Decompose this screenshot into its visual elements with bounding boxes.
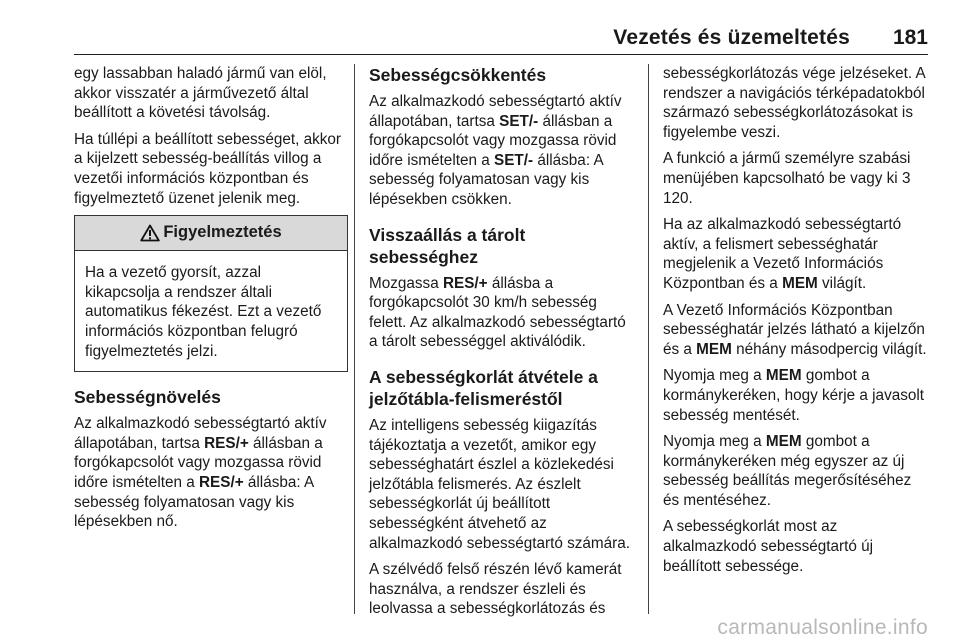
heading-speed-decrease: Sebességcsökkentés <box>369 65 547 85</box>
page-header <box>74 24 928 55</box>
paragraph: A szélvédő felső részén lévő kamerát használva, a rendszer észleli és leolvassa a sebességkorlátozás és <box>369 561 622 618</box>
control-label: RES/+ <box>204 434 249 452</box>
paragraph <box>663 432 931 510</box>
paragraph: A sebességkorlát most az alkalmazkodó sebességtartó új beállított sebessége. <box>663 518 874 575</box>
text: A Vezető Információs Központban sebességhatár jelzés látható a kijelzőn és a <box>663 301 925 358</box>
text: Ha az alkalmazkodó sebességtartó aktív, a felismert sebességhatár megjelenik a Vezető Információs Központban és a <box>663 216 902 292</box>
warning-header <box>75 216 347 251</box>
text: néhány másodpercig világít. <box>731 340 927 358</box>
paragraph <box>74 414 348 532</box>
heading-speed-limit-adoption: A sebességkorlát átvétele a jelzőtábla-felismeréstől <box>369 366 598 409</box>
text: állásba: A sebesség folyamatosan vagy kis lépésekben nő. <box>74 473 314 531</box>
paragraph <box>663 366 931 425</box>
text: gombot a kormánykeréken még egyszer az új sebesség beállítás megerősítéséhez és mentéséhez. <box>663 433 912 509</box>
text: A funkció a jármű személyre szabási menüjében kapcsolható be vagy ki <box>663 150 911 187</box>
warning-box <box>74 215 348 372</box>
control-label: SET/- <box>499 112 539 130</box>
control-label: SET/- <box>494 151 534 169</box>
column-1 <box>74 64 348 539</box>
text: Mozgassa <box>369 274 443 292</box>
control-label: MEM <box>696 340 732 358</box>
text: világít. <box>817 274 867 292</box>
warning-text: Ha a vezető gyorsít, azzal kikapcsolja a rendszer általi automatikus fékezést. Ezt a vezető információs központban felugró figyelmeztetés jelzi. <box>85 264 322 360</box>
control-label: RES/+ <box>442 274 488 292</box>
control-label: MEM <box>765 433 802 451</box>
paragraph <box>663 215 931 293</box>
column-divider <box>354 64 355 614</box>
column-2 <box>369 64 635 626</box>
column-3 <box>663 64 931 583</box>
control-label: RES/+ <box>199 473 244 491</box>
paragraph: Ha túllépi a beállított sebességet, akkor a kijelzett sebesség-beállítás villog a vezetői információs központban és figyelmeztető üzenet jelenik meg. <box>74 130 342 207</box>
text: állásba: A sebesség folyamatosan vagy kis lépésekben csökken. <box>369 151 603 208</box>
page-number: 181 <box>892 26 928 49</box>
paragraph: sebességkorlátozás vége jelzéseket. A rendszer a navigációs térképadatokból származó sebességkorlátozásokat is figyelembe veszi. <box>663 65 925 141</box>
paragraph: egy lassabban haladó jármű van elöl, akkor visszatér a járművezető által beállított a követési távolság. <box>74 65 327 122</box>
text: gombot a kormánykeréken, hogy kérje a javasolt sebesség mentését. <box>663 367 925 424</box>
heading-resume-speed: Visszaállás a tárolt sebességhez <box>369 224 526 267</box>
text: állásba a forgókapcsolót 30 km/h sebesség felett. Az alkalmazkodó sebességtartó a tárolt sebességgel aktiválódik. <box>369 274 626 351</box>
text: állásban a forgókapcsolót vagy mozgassa rövid időre ismételten a <box>74 434 323 491</box>
text: Nyomja meg a <box>663 433 766 451</box>
page-reference-link[interactable]: 3 120. <box>663 169 911 207</box>
text: Az alkalmazkodó sebességtartó aktív állapotában, tartsa <box>74 415 327 452</box>
warning-triangle-icon <box>140 224 160 242</box>
heading-speed-increase: Sebességnövelés <box>74 387 221 408</box>
text: állásban a forgókapcsolót vagy mozgassa rövid időre ismételten a <box>369 112 617 169</box>
paragraph <box>663 301 931 360</box>
column-divider <box>648 64 649 614</box>
control-label: MEM <box>765 367 802 385</box>
watermark: carmanualsonline.info <box>717 616 928 639</box>
paragraph <box>369 92 635 210</box>
text: Nyomja meg a <box>663 367 766 385</box>
control-label: MEM <box>782 274 818 292</box>
paragraph: Az intelligens sebesség kiigazítás tájékoztatja a vezetőt, amikor egy sebességhatárt észlel a közlekedési jelzőtábla felismerés. Az észlelt sebességkorlát új beállított sebességként átvehető az alkalmazkodó sebességtartó számára. <box>369 416 631 552</box>
paragraph <box>663 149 931 208</box>
text: Az alkalmazkodó sebességtartó aktív állapotában, tartsa <box>369 93 622 130</box>
section-title: Vezetés és üzemeltetés <box>613 26 850 49</box>
warning-title: Figyelmeztetés <box>163 223 282 242</box>
paragraph <box>369 274 635 352</box>
